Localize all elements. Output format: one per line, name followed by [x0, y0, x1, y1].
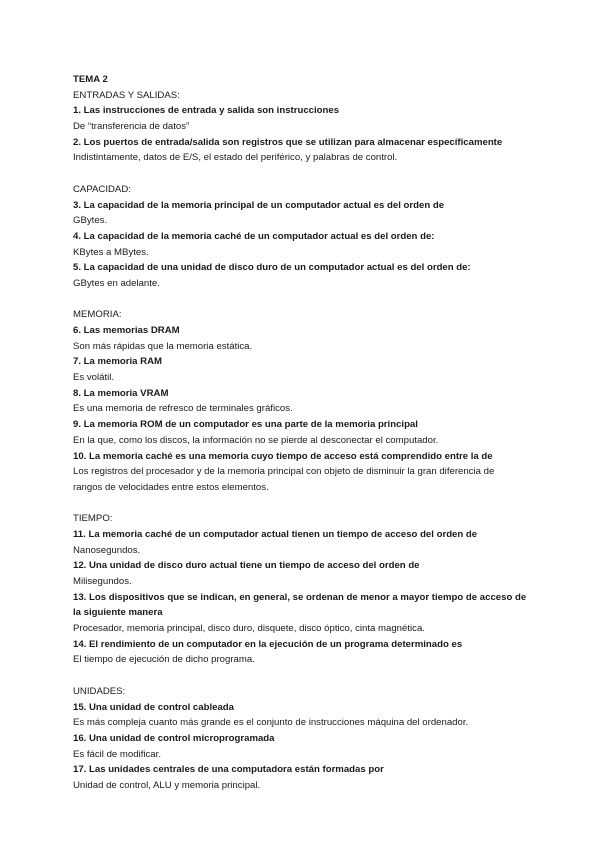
document-page [73, 72, 563, 794]
question-line: 14. El rendimiento de un computador en la ejecución de un programa determinado es [73, 638, 463, 650]
question-line: 2. Los puertos de entrada/salida son registros que se utilizan para almacenar específicamente [73, 136, 503, 148]
question-line: 3. La capacidad de la memoria principal de un computador actual es del orden de [73, 199, 445, 211]
answer-line: Unidad de control, ALU y memoria principal. [73, 779, 261, 791]
question-line: 9. La memoria ROM de un computador es una parte de la memoria principal [73, 419, 418, 431]
section [73, 182, 563, 308]
question-line: 1. Las instrucciones de entrada y salida son instrucciones [73, 105, 340, 117]
section-spacer [73, 496, 563, 512]
answer-line: Procesador, memoria principal, disco duro, disquete, disco óptico, cinta magnética. [73, 623, 425, 635]
section-heading: MEMORIA: [73, 309, 122, 321]
question-line: 10. La memoria caché es una memoria cuyo tiempo de acceso está comprendido entre la de [73, 450, 493, 462]
section-heading: TIEMPO: [73, 513, 113, 525]
document-title: TEMA 2 [73, 74, 108, 85]
answer-line: KBytes a MBytes. [73, 246, 149, 258]
section-spacer [73, 292, 563, 308]
question-line: 12. Una unidad de disco duro actual tiene un tiempo de acceso del orden de [73, 560, 420, 572]
section [73, 88, 563, 182]
question-line: 7. La memoria RAM [73, 356, 163, 368]
answer-line: Es más compleja cuanto más grande es el conjunto de instrucciones máquina del ordenador. [73, 717, 469, 729]
question-line: 15. Una unidad de control cableada [73, 701, 234, 713]
answer-line: Es una memoria de refresco de terminales gráficos. [73, 403, 293, 415]
question-line: la siguiente manera [73, 607, 163, 619]
document-body [73, 88, 563, 794]
answer-line: Milisegundos. [73, 576, 132, 587]
question-line: 16. Una unidad de control microprogramada [73, 732, 275, 744]
answer-line: El tiempo de ejecución de dicho programa. [73, 654, 255, 666]
answer-line: En la que, como los discos, la información no se pierde al desconectar el computador. [73, 434, 439, 446]
question-line: 13. Los dispositivos que se indican, en general, se ordenan de menor a mayor tiempo de acceso de [73, 591, 527, 603]
answer-line: rangos de velocidades entre estos elementos. [73, 481, 269, 493]
question-line: 17. Las unidades centrales de una computadora están formadas por [73, 764, 384, 776]
answer-line: Es fácil de modificar. [73, 748, 161, 760]
answer-line: Son más rápidas que la memoria estática. [73, 340, 253, 352]
question-line: 5. La capacidad de una unidad de disco duro de un computador actual es del orden de: [73, 262, 471, 274]
answer-line: Los registros del procesador y de la memoria principal con objeto de disminuir la gran diferencia de [73, 466, 495, 478]
question-line: 4. La capacidad de la memoria caché de un computador actual es del orden de: [73, 230, 435, 242]
section [73, 684, 563, 794]
answer-line: Es volátil. [73, 372, 115, 384]
section-heading: ENTRADAS Y SALIDAS: [73, 89, 180, 101]
question-line: 11. La memoria caché de un computador actual tienen un tiempo de acceso del orden de [73, 528, 478, 540]
section-spacer [73, 166, 563, 182]
question-line: 6. Las memorias DRAM [73, 325, 180, 336]
section-heading: UNIDADES: [73, 685, 126, 697]
section [73, 511, 563, 684]
section-spacer [73, 668, 563, 684]
answer-line: Nanosegundos. [73, 544, 141, 556]
answer-line: Indistintamente, datos de E/S, el estado del periférico, y palabras de control. [73, 152, 398, 164]
question-line: 8. La memoria VRAM [73, 387, 169, 399]
answer-line: De “transferencia de datos” [73, 121, 190, 133]
answer-line: GBytes en adelante. [73, 277, 160, 289]
section-heading: CAPACIDAD: [73, 183, 131, 195]
answer-line: GBytes. [73, 215, 108, 227]
section [73, 307, 563, 511]
